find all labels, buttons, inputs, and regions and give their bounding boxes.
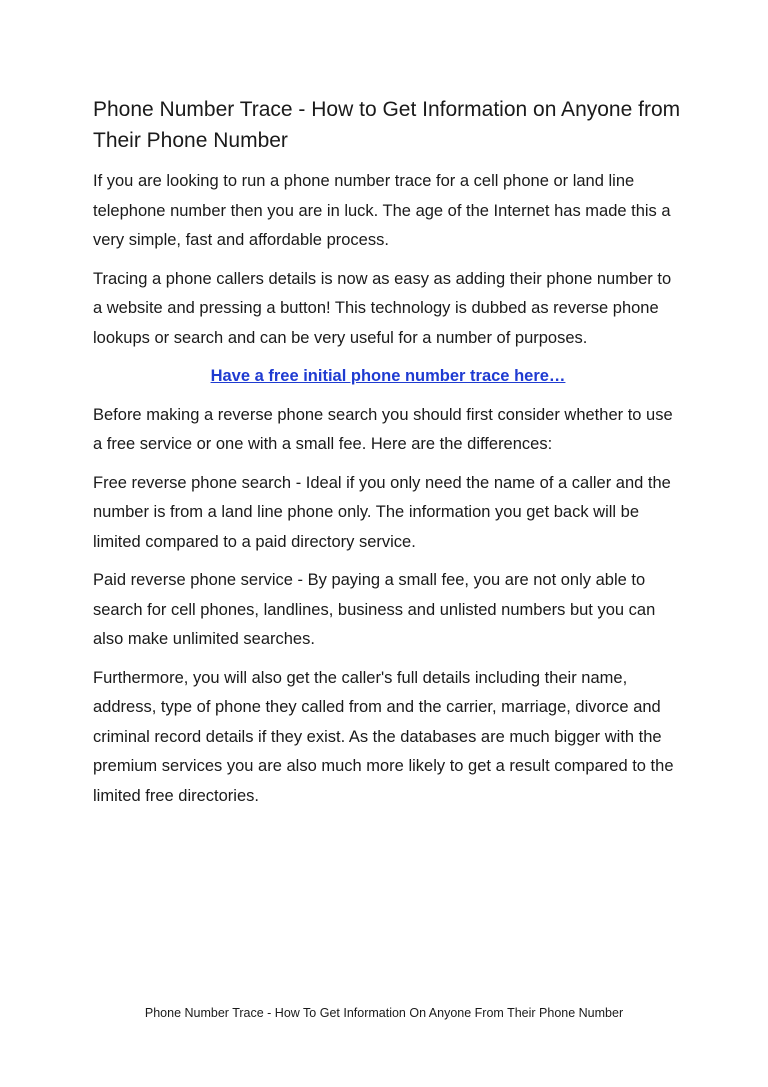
paragraph-intro: If you are looking to run a phone number trace for a cell phone or land line telephone number then you are in luck. The age of the Internet has made this a very simple, fast and affordable process. <box>93 172 671 249</box>
free-trace-link[interactable]: Have a free initial phone number trace here… <box>210 367 566 385</box>
paragraph-paid-service: Paid reverse phone service - By paying a small fee, you are not only able to search for cell phones, landlines, business and unlisted numbers but you can also make unlimited searches. <box>93 571 656 648</box>
page-footer: Phone Number Trace - How To Get Information On Anyone From Their Phone Number <box>144 1006 624 1020</box>
paragraph-furthermore: Furthermore, you will also get the caller's full details including their name, address, type of phone they called from and the carrier, marriage, divorce and criminal record details if they exist. As the databases are much bigger with the premium services you are also much more likely to get a result compared to the limited free directories. <box>93 668 674 805</box>
paragraph-before-search: Before making a reverse phone search you should first consider whether to use a free service or one with a small fee. Here are the differences: <box>93 405 673 453</box>
link-container <box>93 362 683 392</box>
paragraph-tracing: Tracing a phone callers details is now as easy as adding their phone number to a website and pressing a button! This technology is dubbed as reverse phone lookups or search and can be very useful for a number of purposes. <box>93 269 672 347</box>
document-title: Phone Number Trace - How to Get Information on Anyone from Their Phone Number <box>93 98 681 152</box>
document-body <box>93 94 683 820</box>
paragraph-free-search: Free reverse phone search - Ideal if you only need the name of a caller and the number is from a land line phone only. The information you get back will be limited compared to a paid directory service. <box>93 473 671 551</box>
